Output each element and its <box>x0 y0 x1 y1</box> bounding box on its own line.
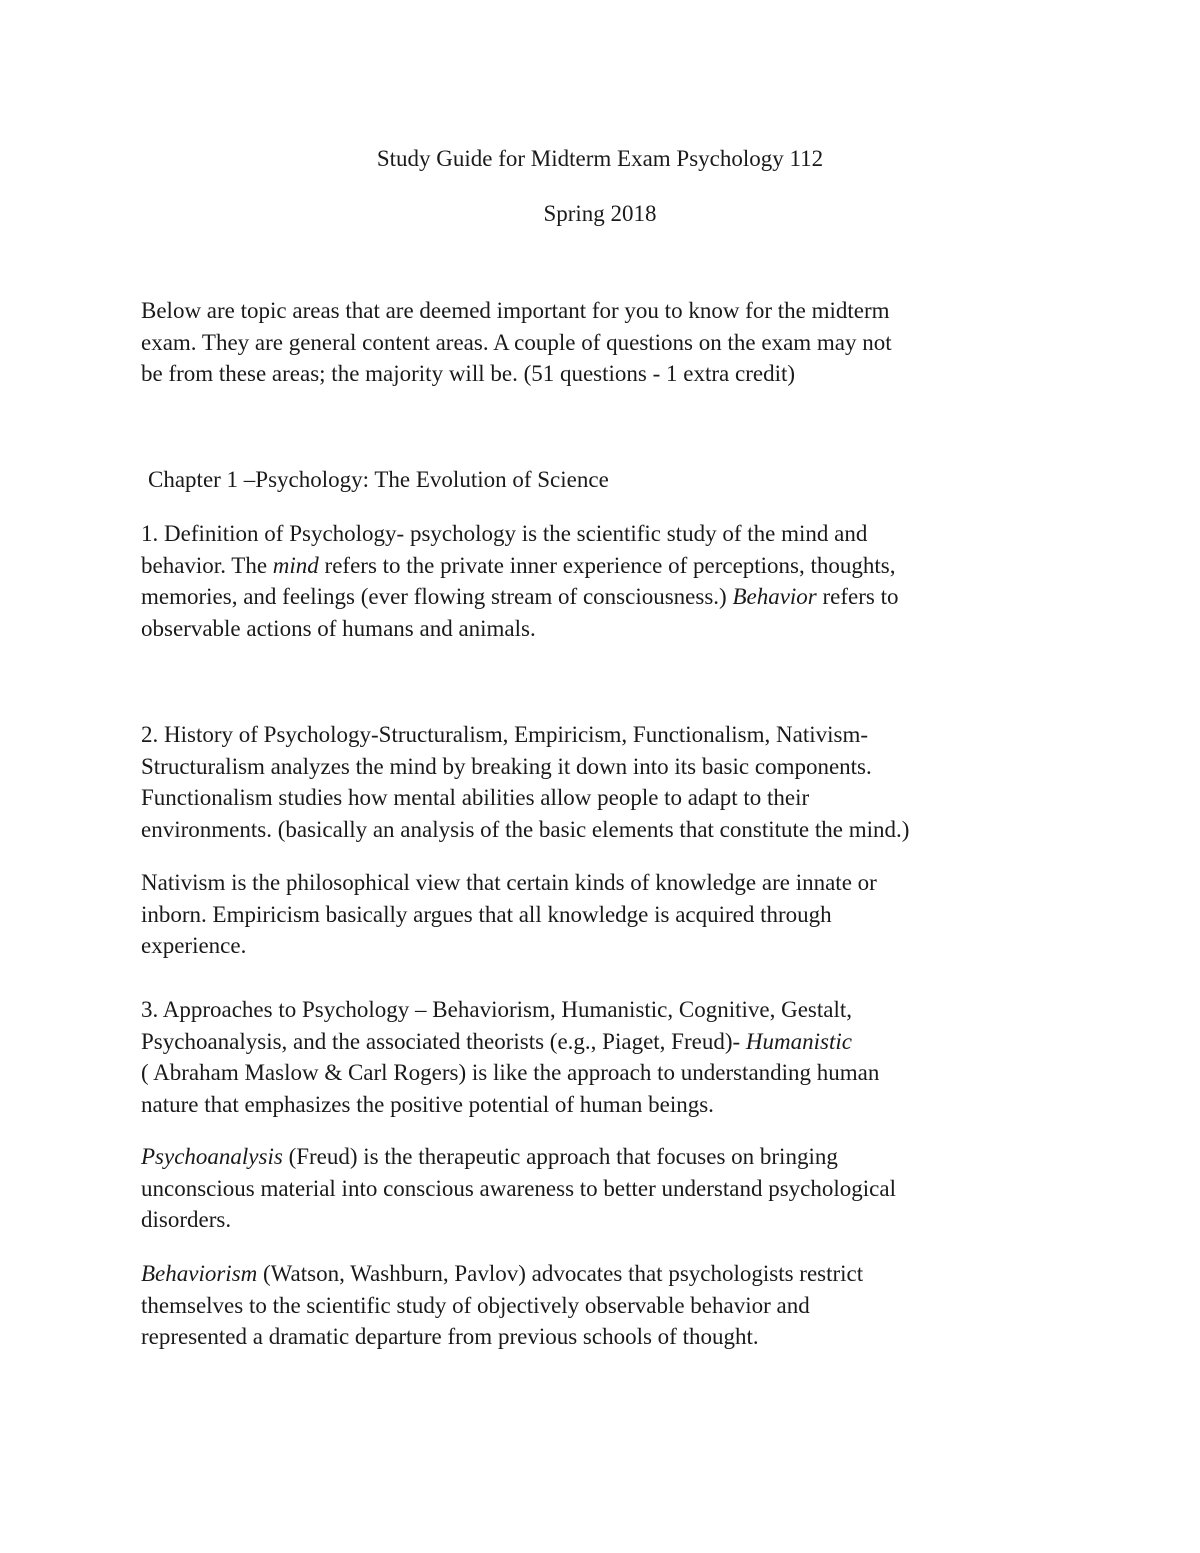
term-mind: mind <box>272 552 319 578</box>
chapter-heading: Chapter 1 –Psychology: The Evolution of Science <box>148 467 609 492</box>
intro-line: Below are topic areas that are deemed important for you to know for the midterm <box>141 298 890 323</box>
item-2-history: 2. History of Psychology-Structuralism, Empiricism, Functionalism, Nativism- Structuralism analyzes the mind by breaking it down into its basic components. Functionalism studies how mental abilities allow people to adapt to their environments. (basically an analysis of the basic elements that constitute the mind.) <box>141 722 910 842</box>
nativism-paragraph: Nativism is the philosophical view that certain kinds of knowledge are innate or inborn. Empiricism basically argues that all knowledge is acquired through experience. <box>141 870 877 958</box>
intro-line: exam. They are general content areas. A couple of questions on the exam may not <box>141 329 892 355</box>
item-3-approaches: 3. Approaches to Psychology – Behaviorism, Humanistic, Cognitive, Gestalt, Psychoanalysis, and the associated theorists (e.g., Piaget, Freud)- Humanistic ( Abraham Maslow & Carl Rogers) is like the approach to understanding human nature that emphasizes the positive potential of human beings. <box>141 997 880 1117</box>
document-term: Spring 2018 <box>543 201 657 226</box>
item-1-definition: 1. Definition of Psychology- psychology is the scientific study of the mind and behavior. The mind refers to the private inner experience of perceptions, thoughts, memories, and feelings (ever flowing stream of consciousness.) Behavior refers to observable actions of humans and animals. <box>141 521 899 641</box>
psychoanalysis-paragraph: Psychoanalysis (Freud) is the therapeutic approach that focuses on bringing unconscious material into conscious awareness to better understand psychological disorders. <box>141 1144 896 1232</box>
intro-line: be from these areas; the majority will be. (51 questions - 1 extra credit) <box>141 361 796 386</box>
behaviorism-paragraph: Behaviorism (Watson, Washburn, Pavlov) advocates that psychologists restrict themselves to the scientific study of objectively observable behavior and represented a dramatic departure from previous schools of thought. <box>141 1261 864 1349</box>
term-humanistic: Humanistic <box>745 1028 852 1054</box>
document-title: Study Guide for Midterm Exam Psychology 112 <box>376 146 824 171</box>
term-psychoanalysis: Psychoanalysis <box>141 1144 283 1169</box>
term-behaviorism: Behaviorism <box>141 1261 258 1286</box>
intro-paragraph <box>141 295 1081 390</box>
term-behavior: Behavior <box>732 584 817 609</box>
